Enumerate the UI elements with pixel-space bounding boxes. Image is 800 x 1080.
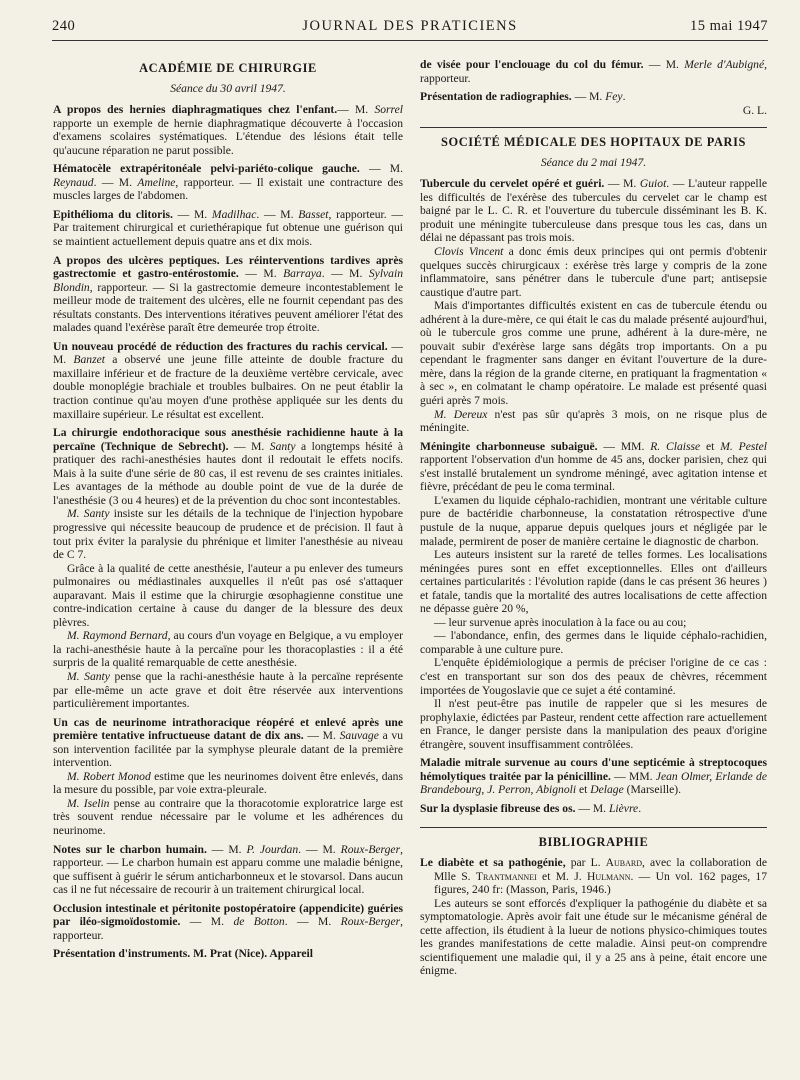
entry-text: . — M. [298, 842, 341, 856]
author-name: Barraya [283, 267, 322, 281]
paragraph-text: au cours d'un voyage en Belgique, a vu employer la rachi-anesthésie haute à la percaïne pour les thoracoplasties : il a été surpris de la qualité remarquable de cette anesthésie. [53, 629, 403, 670]
author-name: M. Pestel [720, 439, 767, 453]
entry-tubercule [420, 177, 767, 245]
entry-text: (Marseille). [623, 783, 682, 797]
entry-text: rapporte un exemple de hernie diaphragmatique découverte à l'occasion d'examens scolaires systématiques. L'étendue des lésions était telle qu'aucune réparation ne parut possible. [53, 116, 403, 157]
entry-text: , rapporteur. — Par traitement chirurgical et curiethérapique fut obtenue une guérison qui se maintient actuellement depuis quatre ans et dix mois. [53, 207, 403, 249]
section-title: ACADÉMIE DE CHIRURGIE [139, 61, 317, 75]
entry-text: a vu son intervention facilitée par la symphyse pleurale datant de la première intervention. [53, 729, 403, 770]
author-name: Sauvage [339, 729, 379, 743]
author-name: Hulmann [586, 869, 631, 883]
paragraph: Il n'est peut-être pas inutile de rappeler que si les mesures de prophylaxie, édictées par Pasteur, rendent cette affection rare actuellement en France, le danger persiste dans la manipulation des peaux d'origine étrangère, souvent insuffisamment contrôlées. [420, 697, 767, 751]
entry-title: Maladie mitrale survenue au cours d'une septicémie à streptocoques hémolytiques traitée par la pénicilline. [420, 756, 767, 783]
book-title: Le diabète et sa pathogénie, [420, 855, 566, 869]
entry-text: a observé une jeune fille atteinte de double fracture du maxillaire inférieur et de fracture de la deuxième vertèbre cervicale, avec double monoplégie brachiale et troubles bulbaires. On ne peut établir la traction continue qu'au moyen d'une prothèse appliquée sur les dents du maxillaire supérieur. Le résultat est excellent. [53, 353, 403, 421]
paragraph-text: n'est pas sûr qu'après 3 mois, on ne risque plus de méningite. [420, 407, 767, 435]
author-name: M. Raymond Bernard, [67, 629, 171, 643]
entry-text: — M. [238, 267, 284, 281]
entry-title: La chirurgie endothoracique sous anesthésie rachidienne haute à la percaïne (Technique de Sebrecht). [53, 426, 403, 453]
entry-chirurgie-endothoracique [53, 426, 403, 507]
paragraph-text: a donc émis deux principes qui ont permis d'obtenir quelques succès chirurgicaux : exérèse très large y compris de la zone inflammatoire, sans pénétrer dans le tubercule d'une part; antisepsie caustique d'autre part. [420, 245, 767, 299]
entry-text: , rapporteur. — Il existait une contracture des muscles larges de l'abdomen. [53, 175, 403, 203]
entry-text: . — L'auteur rappelle les difficultés de l'exérèse des tubercules du cervelet car le champ est baigné par le L. C. R. et l'ouverture du tubercule disséminant les B. K. produit une méningite tuberculeuse dans presque tous les cas, dans un délai ne dépassant pas trois mois. [420, 177, 767, 245]
entry-title: A propos des ulcères peptiques. Les réinterventions tardives après gastrectomie et gastro-entérostomie. [53, 253, 403, 281]
entry-title: Méningite charbonneuse subaiguë. [420, 439, 598, 453]
reporter-name: Sylvain Blondin [53, 267, 403, 294]
entry-text: , rapporteur. [53, 915, 403, 942]
entry-text: , rapporteur. — Le charbon humain est apparu comme une maladie bénigne, que suffisent à guérir le sérum anticharbonneux et le stovarsol. Dans aucun cas il ne fut nécessaire de recourir à un traitement chirurgical local. [53, 842, 403, 897]
divider [420, 827, 767, 828]
author-name: Aubard [605, 855, 643, 869]
author-name: Sorrel [374, 103, 403, 117]
entry-text: — M. [303, 729, 340, 743]
entry-text: , rapporteur. [420, 58, 767, 85]
entry-text: . — M. [321, 267, 369, 281]
paragraph-text: pense que la rachi-anesthésie haute à la percaïne représente par elle-même un acte grave et doit être réservée aux interventions particulièrement importantes. [53, 669, 403, 711]
reporter-name: Basset [298, 207, 329, 221]
author-name: Reynaud [53, 175, 94, 189]
page-header [52, 18, 768, 41]
entry-title: Notes sur le charbon humain. [53, 842, 207, 856]
entry-text: — M. [575, 801, 609, 815]
entry-text: — M. [571, 90, 606, 104]
entry-title: A propos des hernies diaphragmatiques chez l'enfant. [53, 103, 338, 117]
author-name: Trantmannei [475, 869, 537, 883]
entry-title: Tubercule du cervelet opéré et guéri. [420, 177, 605, 191]
session-date: Séance du 30 avril 1947. [170, 81, 286, 95]
paragraph: Les auteurs se sont efforcés d'expliquer la pathogénie du diabète et sa symptomatologie. Après avoir fait une étude sur le mécanisme général de cette affection, ils étudient à la lueur de notions physico-chimiques toutes les grandes manifestations de cette maladie. Ainsi peut-on comprendre scientifiquement une maladie qui, il y a 25 ans à peine, était encore une énigme. [420, 896, 767, 978]
entry-text: et [576, 783, 591, 797]
entry-text: par L. [565, 855, 606, 869]
author-name: R. Claisse [650, 439, 701, 453]
entry-title: de visée pour l'enclouage du col du fémur. [420, 58, 644, 71]
entry-text: et M. J. [536, 869, 587, 883]
entry-text: — M. [53, 339, 403, 367]
author-name: Madilhac [211, 207, 257, 221]
entry-continuation [420, 58, 767, 85]
journal-title: JOURNAL DES PRATICIENS [302, 18, 518, 34]
session-date: Séance du 2 mai 1947. [540, 155, 647, 169]
author-name: P. Jourdan [246, 842, 299, 856]
paragraph: L'enquête épidémiologique a permis de préciser l'origine de ce cas : c'est en transportant sur son dos des peaux de chèvres, récemment importées de Yougoslavie que ce sujet a été contaminé. [420, 656, 767, 697]
author-name: Delage [590, 783, 624, 797]
entry-text: et [700, 439, 721, 453]
author-name: Clovis Vincent [434, 245, 504, 259]
entry-text: — M. [604, 177, 640, 191]
entry-hernies [53, 103, 403, 157]
left-column [53, 58, 403, 1072]
entry-text: . — M. [93, 175, 138, 189]
entry-instruments [53, 947, 403, 961]
author-name: Guiot [639, 177, 667, 191]
list-item: — l'abondance, enfin, des germes dans le liquide céphalo-rachidien, comparable à une culture pure. [420, 629, 767, 656]
paragraph: Les auteurs insistent sur la rareté de telles formes. Les localisations méningées pures sont en effet exceptionnelles. Elles ont d'ailleurs certaines particularités : l'évolution rapide (dans le cas présent 36 heures ) et fatale, tandis que la mortalité des autres localisations de cette affection ne dépasse guère 20 %, [420, 548, 767, 616]
entry-title: Sur la dysplasie fibreuse des os. [420, 801, 576, 815]
paragraph [53, 507, 403, 561]
entry-text: , rapporteur. — Si la gastrectomie demeure incontestablement le meilleur mode de traitement des ulcères, elle ne fournit cependant pas des résultats constants. Des interventions itératives peuvent améliorer l'état des malades quand l'exérèse paraît être demeurée trop étroite. [53, 280, 403, 335]
reporter-name: Roux-Berger [340, 842, 401, 856]
entry-title: Occlusion intestinale et péritonite postopératoire (appendicite) guéries par iléo-sigmoïdostomie. [53, 901, 403, 929]
entry-text: . — M. [284, 915, 341, 929]
entry-text: — M. [359, 162, 403, 176]
author-name: de Botton [233, 915, 285, 929]
entry-text: — M. [337, 103, 375, 117]
author-name: Fey [605, 90, 623, 104]
list-item: — leur survenue après inoculation à la face ou au cou; [434, 615, 687, 629]
entry-title: Hématocèle extrapéritonéale pelvi-pariéto-colique gauche. [53, 162, 360, 176]
paragraph-text: estime que les neurinomes doivent être enlevés, dans la mesure du possible, par voie extra-pleurale. [53, 769, 403, 797]
paragraph: Mais d'importantes difficultés existent en cas de tubercule étendu ou adhérent à la dure-mère, ce qui était le cas du malade présenté aujourd'hui, où le tubercule gros comme une prune, adhérent à la dure-mère, ne pouvait subir d'exérèse large sans dégâts trop importants. On a pu cependant le fragmenter sans danger en évitant l'ouverture de la dure-mère, dans la région de la grande citerne, en pratiquant la fragmentation « à sec », en colmatant le champ opératoire. Le malade est présenté quasi guéri après 7 mois. [420, 299, 767, 408]
paragraph [53, 770, 403, 797]
entry-text: — M. [172, 207, 212, 221]
entry-text: a longtemps hésité à pratiquer des rachi-anesthésies hautes dont il redoutait le effets nocifs. Mais à la suite d'une série de 80 cas, il est revenu de ses craintes initiales. Les avantages de la méthode au double point de vue de la durée de l'anesthésie (3 ou 4 heures) et de la prévention du choc sont incontestables. [53, 439, 403, 507]
reporter-name: Ameline [137, 175, 176, 189]
paragraph-text: pense au contraire que la thoracotomie exploratrice large est très souvent rendue nécessaire par le volume et les adhérences du neurinome. [53, 796, 403, 837]
entry-charbon [53, 843, 403, 897]
paragraph [53, 629, 403, 670]
paragraph-text: insiste sur les détails de la technique de l'injection hypobare progressive qui nécessite beaucoup de prudence et de précision. Il faut à tout prix éviter la paralysie du phrénique et limiter l'anesthésie au niveau de C 7. [53, 507, 403, 562]
entry-text: . [622, 90, 626, 104]
entry-hematocele [53, 162, 403, 203]
entry-title: Présentation d'instruments. M. Prat (Nice). Appareil [53, 947, 313, 961]
entry-ulceres [53, 254, 403, 335]
entry-text: — M. [643, 58, 685, 71]
entry-text: . — M. [256, 207, 299, 221]
entry-text: — M. [228, 439, 270, 453]
signature: G. L. [742, 103, 767, 117]
paragraph [420, 245, 767, 299]
issue-date: 15 mai 1947 [690, 18, 768, 34]
author-name: M. Santy [67, 669, 110, 683]
entry-text: — MM. [597, 439, 651, 453]
entry-text: — MM. [610, 769, 656, 783]
paragraph [420, 408, 767, 435]
page-number: 240 [52, 18, 76, 34]
paragraph [53, 670, 403, 711]
author-name: Lièvre [608, 801, 639, 815]
entry-epithelioma [53, 208, 403, 249]
entry-meningite [420, 440, 767, 494]
entry-occlusion [53, 902, 403, 943]
author-name: Jean Olmer, Erlande de Brandebourg, J. Perron, Abignoli [420, 769, 767, 797]
entry-title: Présentation de radiographies. [420, 90, 572, 104]
entry-radiographies [420, 90, 767, 104]
entry-dysplasie [420, 802, 767, 816]
entry-text: — M. [206, 842, 247, 856]
entry-title: Epithélioma du clitoris. [53, 207, 173, 221]
paragraph: L'examen du liquide céphalo-rachidien, montrant une véritable culture pure de bactéridie charbonneuse, la constatation rétrospective d'une pustule de la nuque, apparue depuis quelques jours et négligée par le malade, permirent de poser de manière certaine le diagnostic de charbon. [420, 493, 767, 548]
entry-text: , avec la collaboration de Mlle S. [434, 855, 767, 883]
paragraph: Grâce à la qualité de cette anesthésie, l'auteur a pu enlever des tumeurs pulmonaires ou médiastinales auxquelles il n'eût pas osé s'attaquer auparavant. Mais il estime que la chirurgie œsophagienne constitue une contre-indication certaine à cause du danger de la blessure des deux plèvres. [53, 561, 403, 629]
divider [420, 127, 767, 128]
right-column [420, 58, 767, 1072]
section-title: SOCIÉTÉ MÉDICALE DES HOPITAUX DE PARIS [441, 135, 746, 150]
bibliography-title: BIBLIOGRAPHIE [538, 835, 649, 850]
author-name: M. Dereux [434, 407, 488, 421]
reporter-name: Roux-Berger [340, 915, 401, 929]
author-name: Merle d'Aubigné [684, 58, 765, 71]
author-name: Santy [269, 439, 296, 453]
paragraph [53, 797, 403, 838]
bibliography-entry [420, 856, 767, 897]
author-name: M. Santy [67, 507, 110, 521]
author-name: M. Robert Monod [67, 769, 151, 783]
entry-text: . [638, 801, 642, 815]
entry-title: Un nouveau procédé de réduction des fractures du rachis cervical. [53, 339, 388, 353]
author-name: M. Iselin [67, 796, 110, 810]
entry-fractures [53, 340, 403, 421]
entry-title: Un cas de neurinome intrathoracique réopéré et enlevé après une première tentative infructueuse datant de dix ans. [53, 715, 403, 743]
entry-text: — M. [180, 915, 234, 929]
entry-text: rapportent l'observation d'un homme de 45 ans, docker parisien, chez qui s'est installé brutalement un syndrome méningé, avec agitation intense et fièvre, précédant de peu le coma terminal. [420, 453, 767, 494]
entry-maladie-mitrale [420, 756, 767, 797]
entry-text: . — Un vol. 162 pages, 17 figures, 240 fr: (Masson, Paris, 1946.) [434, 869, 767, 897]
author-name: Banzet [73, 353, 105, 367]
entry-neurinome [53, 716, 403, 770]
